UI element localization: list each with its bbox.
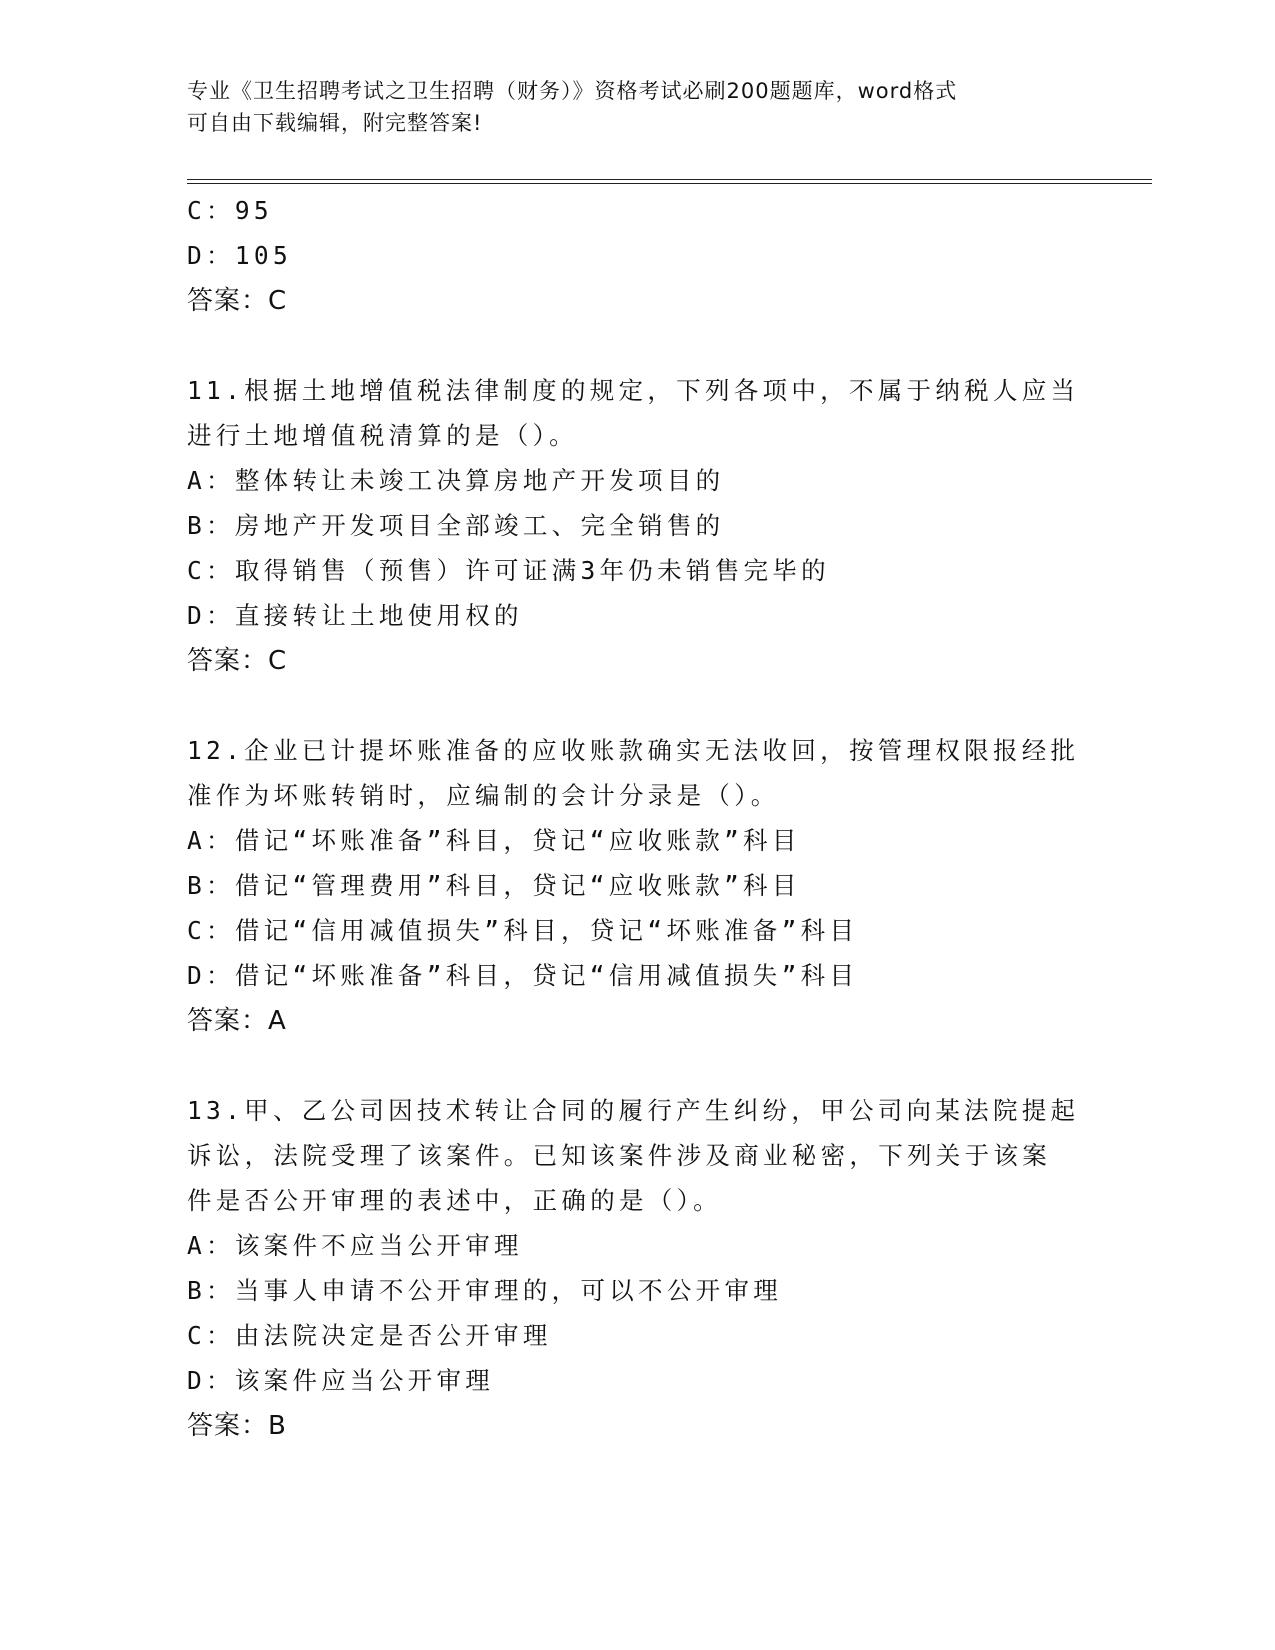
- question-11-stem-line-1: 11.根据土地增值税法律制度的规定，下列各项中，不属于纳税人应当: [187, 376, 1080, 405]
- question-13-option-a: A：该案件不应当公开审理: [187, 1231, 523, 1260]
- question-11-option-c: C：取得销售（预售）许可证满3年仍未销售完毕的: [187, 556, 830, 585]
- question-12-option-c: C：借记“信用减值损失”科目，贷记“坏账准备”科目: [187, 916, 859, 945]
- question-11-stem-line-2: 进行土地增值税清算的是（）。: [187, 421, 578, 450]
- question-12-answer: 答案：A: [187, 1006, 287, 1036]
- question-13-option-c: C：由法院决定是否公开审理: [187, 1321, 552, 1350]
- option-c: C：95: [187, 196, 273, 225]
- question-11-option-d: D：直接转让土地使用权的: [187, 601, 523, 630]
- question-12-option-d: D：借记“坏账准备”科目，贷记“信用减值损失”科目: [187, 961, 859, 990]
- question-13-option-d: D：该案件应当公开审理: [187, 1366, 495, 1395]
- header-divider: [187, 179, 1152, 184]
- page-header: [187, 75, 1067, 139]
- question-11-option-b: B：房地产开发项目全部竣工、完全销售的: [187, 511, 725, 540]
- question-11-answer: 答案：C: [187, 646, 288, 676]
- answer-line: 答案：C: [187, 286, 288, 316]
- question-12-stem-line-1: 12.企业已计提坏账准备的应收账款确实无法收回，按管理权限报经批: [187, 736, 1080, 765]
- question-12-option-b: B：借记“管理费用”科目，贷记“应收账款”科目: [187, 871, 801, 900]
- question-13-option-b: B：当事人申请不公开审理的，可以不公开审理: [187, 1276, 783, 1305]
- question-13-stem-line-3: 件是否公开审理的表述中，正确的是（）。: [187, 1186, 722, 1215]
- question-13-stem-line-2: 诉讼，法院受理了该案件。已知该案件涉及商业秘密，下列关于该案: [187, 1141, 1051, 1170]
- option-d: D：105: [187, 241, 293, 270]
- question-12-stem-line-2: 准作为坏账转销时，应编制的会计分录是（）。: [187, 781, 780, 810]
- header-title-line-2: 可自由下载编辑，附完整答案!: [187, 111, 483, 135]
- question-11-option-a: A：整体转让未竣工决算房地产开发项目的: [187, 466, 725, 495]
- header-title-line-1: 专业《卫生招聘考试之卫生招聘（财务）》资格考试必刷200题题库，word格式: [187, 79, 958, 103]
- question-12-option-a: A：借记“坏账准备”科目，贷记“应收账款”科目: [187, 826, 801, 855]
- question-13-answer: 答案：B: [187, 1411, 287, 1441]
- question-13-stem-line-1: 13.甲、乙公司因技术转让合同的履行产生纠纷，甲公司向某法院提起: [187, 1096, 1080, 1125]
